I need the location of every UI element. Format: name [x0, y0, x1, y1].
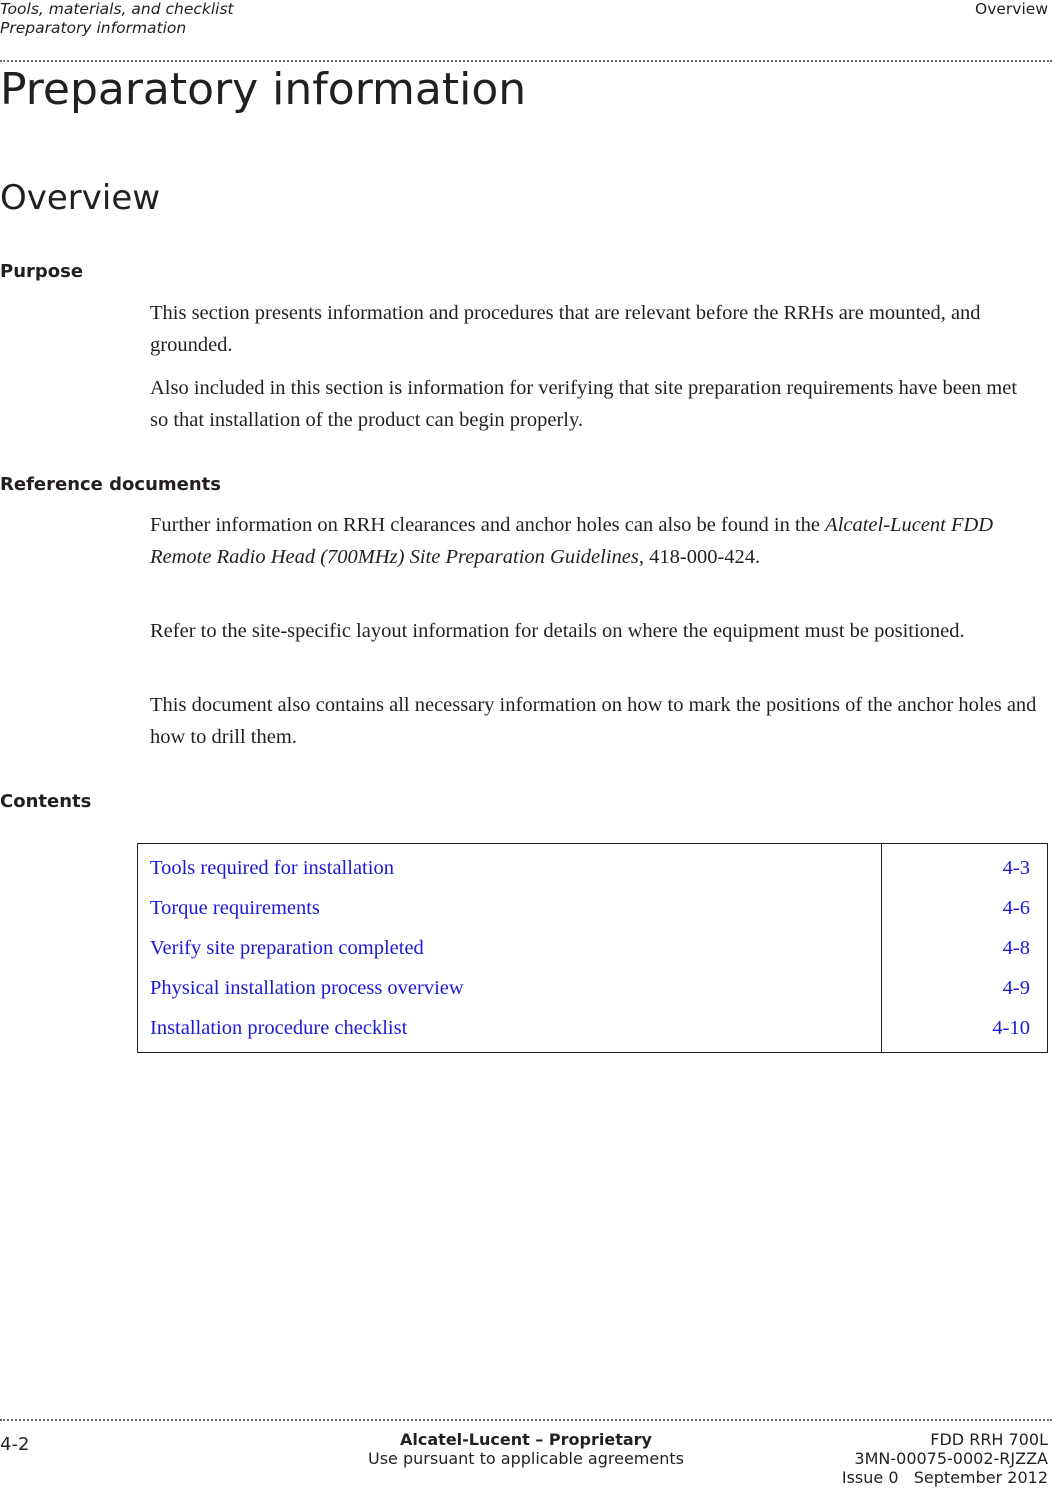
table-row[interactable] [138, 844, 1048, 889]
toc-link-page[interactable]: 4-10 [992, 1016, 1030, 1039]
running-header-section: Overview [975, 0, 1048, 18]
reference-paragraph-1 [150, 509, 1040, 573]
reference-paragraph-2: Refer to the site-specific layout information for details on where the equipment must be positioned. [150, 620, 965, 642]
breadcrumb-section: Preparatory information [0, 19, 187, 37]
reference-heading: Reference documents [0, 474, 221, 495]
contents-heading: Contents [0, 791, 92, 812]
footer-document-info [842, 1430, 1048, 1487]
toc-link-page[interactable]: 4-6 [1002, 896, 1030, 919]
running-header-breadcrumb [0, 0, 234, 38]
footer-usage: Use pursuant to applicable agreements [368, 1449, 684, 1468]
toc-link-title[interactable]: Physical installation process overview [138, 968, 882, 1008]
toc-link-title[interactable]: Tools required for installation [138, 844, 882, 889]
footer-doc-number: 3MN-00075-0002-RJZZA [854, 1449, 1048, 1468]
purpose-paragraph-1: This section presents information and procedures that are relevant before the RRHs are mounted, and grounded. [150, 302, 981, 356]
purpose-paragraph-2: Also included in this section is information for verifying that site preparation requirements have been met so that installation of the product can begin properly. [150, 377, 1018, 431]
page-title: Preparatory information [0, 64, 527, 115]
toc-link-title[interactable]: Installation procedure checklist [138, 1008, 882, 1053]
footer-product: FDD RRH 700L [930, 1430, 1048, 1449]
footer-issue: Issue 0 September 2012 [841, 1468, 1048, 1487]
footer-company: Alcatel-Lucent – Proprietary [400, 1430, 652, 1449]
contents-table [137, 843, 1048, 1053]
toc-link-title[interactable]: Torque requirements [138, 888, 882, 928]
page-number: 4-2 [0, 1434, 30, 1455]
toc-link-page[interactable]: 4-3 [1002, 856, 1030, 879]
reference-text-b: 418-000-424. [644, 546, 761, 568]
breadcrumb-chapter: Tools, materials, and checklist [0, 0, 234, 18]
toc-link-page[interactable]: 4-9 [1002, 976, 1030, 999]
table-row[interactable] [138, 888, 1048, 928]
purpose-heading: Purpose [0, 261, 84, 282]
reference-text-a: Further information on RRH clearances and anchor holes can also be found in the [150, 514, 826, 536]
toc-link-title[interactable]: Verify site preparation completed [138, 928, 882, 968]
section-title: Overview [0, 178, 161, 218]
table-row[interactable] [138, 968, 1048, 1008]
reference-guide-title: Alcatel-Lucent FDD Remote Radio Head (700MHz) Site Preparation Guidelines, [150, 514, 994, 568]
reference-paragraph-3: This document also contains all necessary information on how to mark the positions of the anchor holes and how to drill them. [150, 694, 1037, 748]
table-row[interactable] [138, 1008, 1048, 1053]
toc-link-page[interactable]: 4-8 [1002, 936, 1030, 959]
footer-divider [0, 1419, 1052, 1421]
table-row[interactable] [138, 928, 1048, 968]
